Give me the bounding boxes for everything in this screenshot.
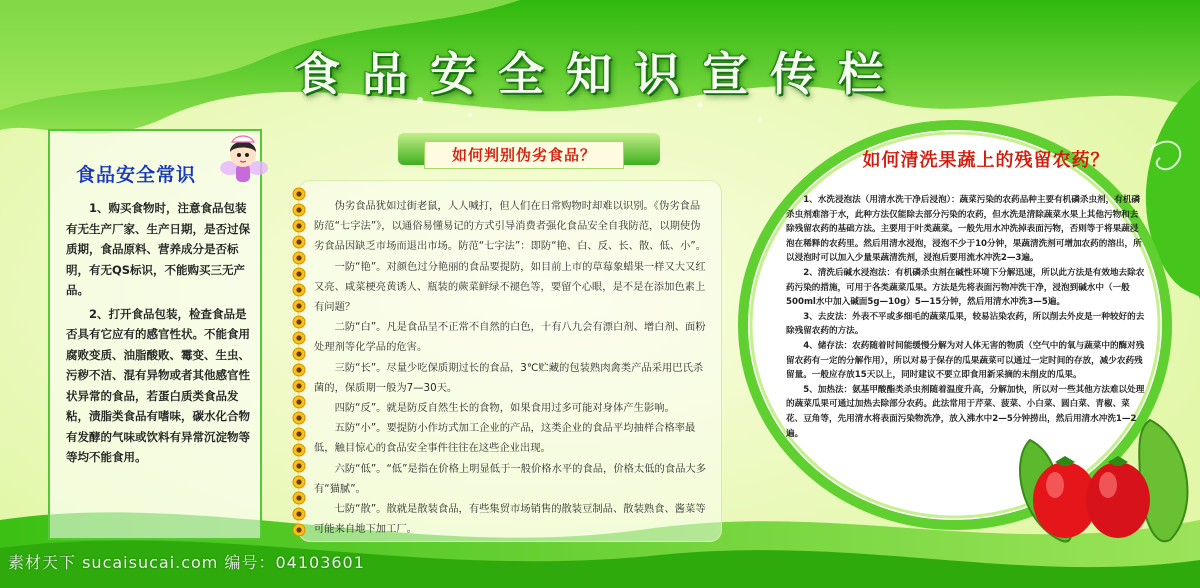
watermark: 素材天下 sucaisucai.com 编号：04103601	[8, 553, 365, 572]
middle-paragraph: 一防“艳”。对颜色过分艳丽的食品要提防，如目前上市的草莓象蜡果一样又大又红又亮、咸菜梗亮黄诱人、瓶装的蕨菜鲜绿不褪色等，要留个心眼，是不是在添加色素上有问题？	[314, 260, 706, 314]
right-paragraph: 4、储存法：农药随着时间能缓慢分解为对人体无害的物质（空气中的氧与蔬菜中的酶对残留农药有一定的分解作用），所以对易于保存的瓜果蔬菜可以通过一定时间的存放，减少农药残留量。一般应存放15天以上，同时建议不要立即食用新采摘的未削皮的瓜果。	[786, 340, 1145, 381]
page-title: 食品安全知识宣传栏	[294, 47, 906, 101]
left-body	[66, 198, 250, 471]
flower-border-icon	[292, 186, 306, 536]
middle-body	[314, 196, 710, 539]
right-paragraph: 2、清洗后碱水浸泡法：有机磷杀虫剂在碱性环境下分解迅速，所以此方法是有效地去除农药污染的措施，可用于各类蔬菜瓜果。方法是先将表面污物冲洗干净，浸泡到碱水中（一般500ml水中加入碱面5g—10g）5—15分钟，然后用清水冲洗3—5遍。	[786, 267, 1145, 308]
cartoon-girl-icon	[218, 130, 268, 188]
right-heading: 如何清洗果蔬上的残留农药？	[862, 150, 1110, 171]
right-paragraph: 5、加热法：氨基甲酸酯类杀虫剂随着温度升高，分解加快，所以对一些其他方法难以处理的蔬菜瓜果可通过加热去除部分农药。此法常用于芹菜、菠菜、小白菜、圆白菜、青椒、菜花、豆角等，先用清水将表面污染物洗净，放入沸水中2—5分钟捞出，然后用清水冲洗1—2遍。	[786, 384, 1145, 439]
left-paragraph: 2、打开食品包装，检查食品是否具有它应有的感官性状。不能食用腐败变质、油脂酸败、霉变、生虫、污秽不洁、混有异物或者其他感官性状异常的食品，若蛋白质类食品发粘，渍脂类食品有嗜味，碳水化合物有发酵的气味或饮料有异常沉淀物等等均不能食用。	[66, 306, 250, 464]
middle-paragraph: 六防“低”。“低”是指在价格上明显低于一般价格水平的食品，价格太低的食品大多有“猫腻”。	[314, 462, 707, 495]
left-paragraph: 1、购买食物时，注意食品包装有无生产厂家、生产日期，是否过保质期，食品原料、营养成分是否标明，有无QS标识，不能购买三无产品。	[66, 201, 250, 297]
middle-paragraph: 三防“长”。尽量少吃保质期过长的食品，3℃贮藏的包装熟肉禽类产品采用巴氏杀菌的，保质期一般为7—30天。	[314, 361, 704, 394]
middle-paragraph: 七防“散”。散就是散装食品，有些集贸市场销售的散装豆制品、散装熟食、酱菜等可能来自地下加工厂。	[314, 503, 706, 536]
right-paragraph: 3、去皮法：外表不平或多细毛的蔬菜瓜果，较易沾染农药，所以削去外皮是一种较好的去除残留农药的方法。	[786, 311, 1145, 337]
left-heading: 食品安全常识	[76, 164, 197, 186]
right-paragraph: 1、水洗浸泡法（用清水洗干净后浸泡）：蔬菜污染的农药品种主要有机磷杀虫剂，有机磷杀虫剂难溶于水，此种方法仅能除去部分污染的农药，但水洗是清除蔬菜水果上其他污物和去除残留农药的基础方法。主要用于叶类蔬菜。一般先用水冲洗掉表面污物，否则等于将果蔬浸泡在稀释的农药里。然后用清水浸泡，浸泡不少于10分钟，果蔬清洗剂可增加农药的溶出，所以浸泡时可以加入少量果蔬清洗剂，浸泡后要用流水冲洗2—3遍。	[786, 195, 1142, 264]
middle-heading: 如何判别伪劣食品？	[424, 141, 624, 169]
tomato-and-bitter-melon-icon	[1000, 400, 1200, 560]
middle-paragraph: 二防“白”。凡是食品呈不正常不自然的白色，十有八九会有漂白剂、增白剂、面粉处理剂等化学品的危害。	[314, 321, 706, 354]
middle-paragraph: 四防“反”。就是防反自然生长的食物，如果食用过多可能对身体产生影响。	[334, 402, 675, 415]
middle-paragraph: 五防“小”。要提防小作坊式加工企业的产品，这类企业的食品平均抽样合格率最低，触目惊心的食品安全事件往往在这些企业出现。	[314, 422, 696, 455]
middle-paragraph: 伪劣食品犹如过街老鼠，人人喊打，但人们在日常购物时却难以识别。《伪劣食品防范“七字法”》，以通俗易懂易记的方式引导消费者强化食品安全自我防范，以期使伪劣食品因缺乏市场而退出市场。防范“七字法”：即防“艳、白、反、长、散、低、小”。	[314, 200, 707, 253]
